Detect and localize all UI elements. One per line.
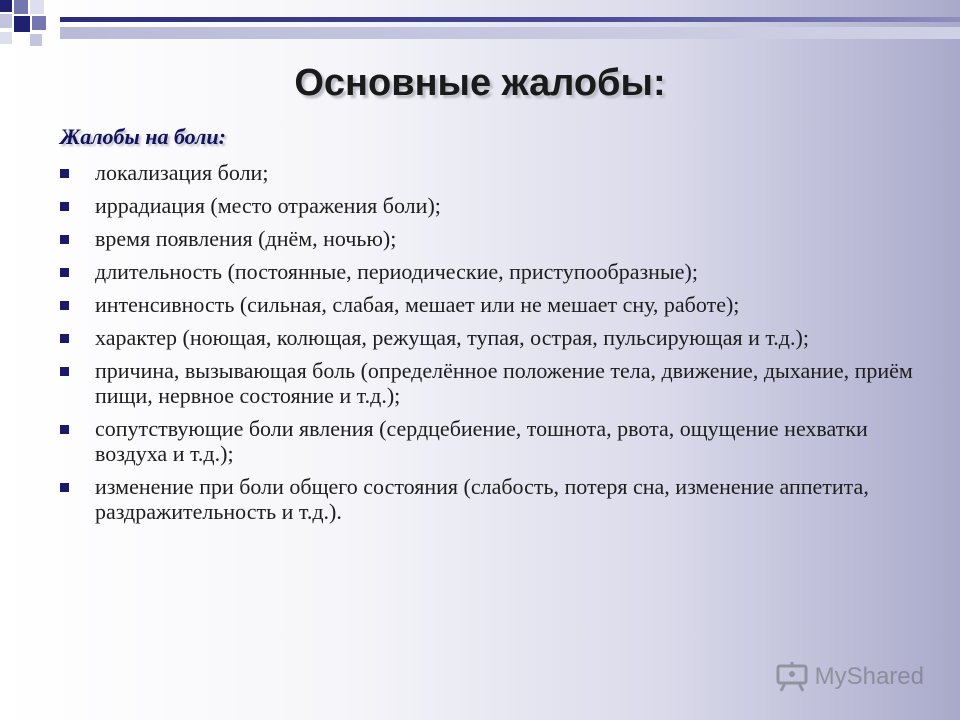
slide-title: Основные жалобы: xyxy=(294,62,666,104)
square-bullet-icon xyxy=(60,425,69,434)
list-item-text: локализация боли; xyxy=(95,160,269,185)
top-decoration xyxy=(0,0,960,48)
square-bullet-icon xyxy=(60,235,69,244)
decor-square xyxy=(0,0,12,12)
square-bullet-icon xyxy=(60,202,69,211)
square-bullet-icon xyxy=(60,301,69,310)
decor-square xyxy=(0,14,12,28)
list-item xyxy=(58,416,918,466)
list-item-text: интенсивность (сильная, слабая, мешает или не мешает сну, работе); xyxy=(95,292,740,317)
list-item-text: время появления (днём, ночью); xyxy=(95,226,397,251)
list-item-text: длительность (постоянные, периодические, приступообразные); xyxy=(95,259,698,284)
list-item xyxy=(58,474,918,524)
watermark xyxy=(775,662,924,692)
decor-square xyxy=(30,0,44,14)
slide-subtitle: Жалобы на боли: xyxy=(60,124,226,149)
decor-square xyxy=(32,16,46,30)
list-item xyxy=(58,193,918,218)
square-bullet-icon xyxy=(60,334,69,343)
decor-square xyxy=(30,34,42,46)
list-item xyxy=(58,226,918,251)
watermark-text: MyShared xyxy=(814,663,924,690)
square-bullet-icon xyxy=(60,483,69,492)
list-item xyxy=(58,160,918,185)
complaints-list xyxy=(58,160,918,532)
decor-square xyxy=(14,0,28,14)
square-bullet-icon xyxy=(60,169,69,178)
list-item-text: изменение при боли общего состояния (слабость, потеря сна, изменение аппетита, раздражительность и т.д.). xyxy=(95,474,869,524)
decor-line-light xyxy=(60,27,960,39)
list-item-text: причина, вызывающая боль (определённое положение тела, движение, дыхание, приём пищи, нервное состояние и т.д.); xyxy=(95,358,913,408)
list-item-text: характер (ноющая, колющая, режущая, тупая, острая, пульсирующая и т.д.); xyxy=(95,325,809,350)
list-item xyxy=(58,259,918,284)
square-bullet-icon xyxy=(60,367,69,376)
square-bullet-icon xyxy=(60,268,69,277)
list-item-text: иррадиация (место отражения боли); xyxy=(95,193,441,218)
presentation-board-icon xyxy=(775,662,809,692)
list-item-text: сопутствующие боли явления (сердцебиение, тошнота, рвота, ощущение нехватки воздуха и т.д.); xyxy=(95,416,868,466)
list-item xyxy=(58,325,918,350)
list-item xyxy=(58,292,918,317)
decor-line-dark xyxy=(60,17,960,22)
decor-square xyxy=(14,16,30,32)
decor-square xyxy=(0,32,12,44)
list-item xyxy=(58,358,918,408)
